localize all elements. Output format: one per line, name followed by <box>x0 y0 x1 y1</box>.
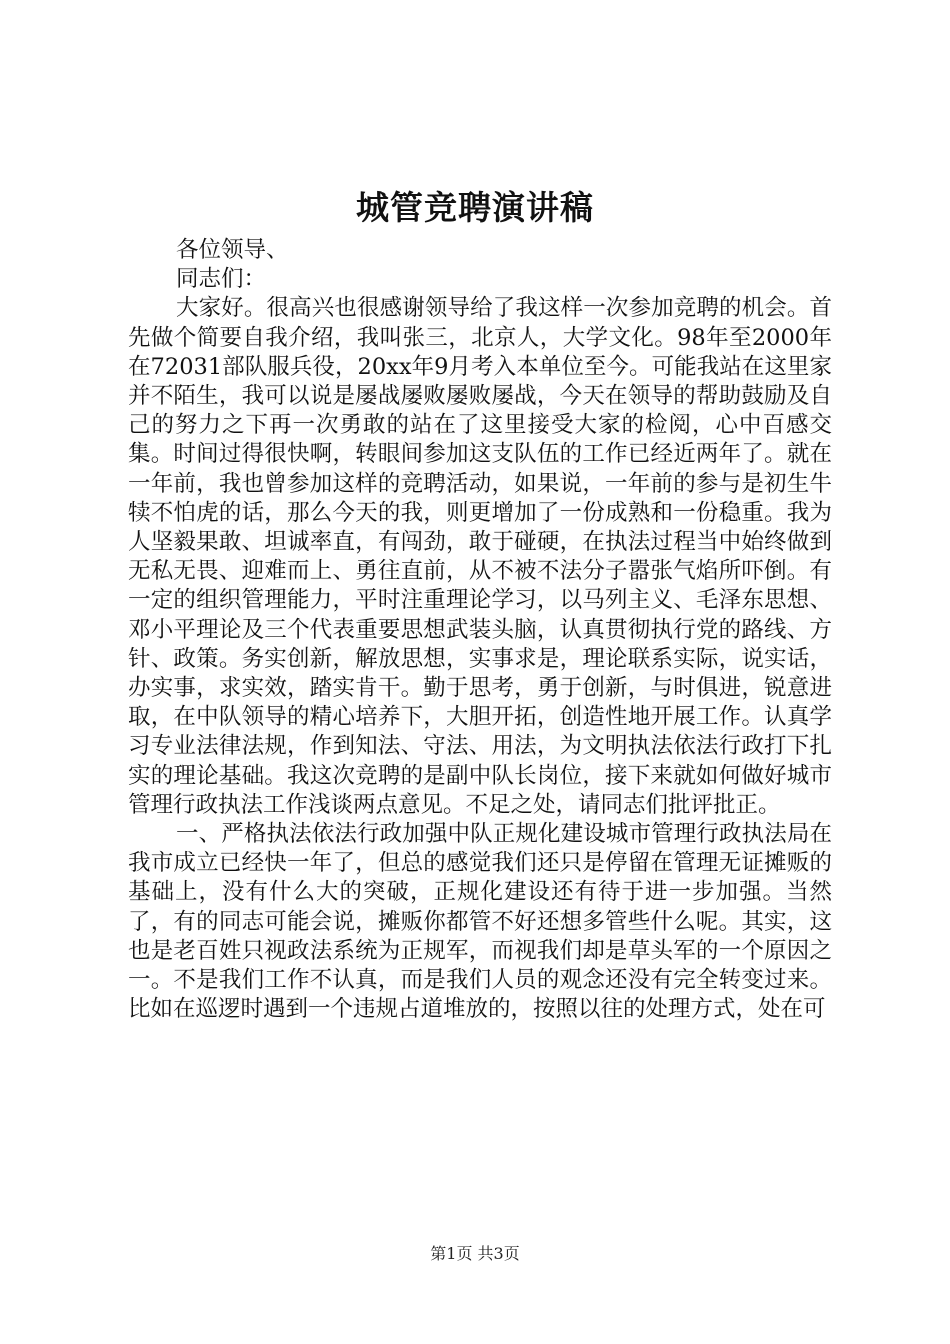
document-body <box>128 236 832 1024</box>
document-title: 城管竞聘演讲稿 <box>356 188 594 227</box>
page-footer: 第1页 共3页 <box>430 1244 520 1263</box>
salutation-line: 各位领导、 <box>176 237 289 263</box>
salutation-line: 同志们： <box>176 266 267 293</box>
body-paragraph: 一、严格执法依法行政加强中队正规化建设城市管理行政执法局在我市成立已经快一年了，但总的感觉我们还只是停留在管理无证摊贩的基础上，没有什么大的突破，正规化建设还有待于进一步加强。当然了，有的同志可能会说，摊贩你都管不好还想多管些什么呢。其实，这也是老百姓只视政法系统为正规军，而视我们却是草头军的一个原因之一。不是我们工作不认真，而是我们人员的观念还没有完全转变过来。比如在巡逻时遇到一个违规占道堆放的，按照以往的处理方式，处在可 <box>128 821 832 1023</box>
body-paragraph: 大家好。很高兴也很感谢领导给了我这样一次参加竞聘的机会。首先做个简要自我介绍，我叫张三，北京人，大学文化。98年至2000年在72031部队服兵役，20xx年9月考入本单位至今。可能我站在这里家并不陌生，我可以说是屡战屡败屡败屡战，今天在领导的帮助鼓励及自己的努力之下再一次勇敢的站在了这里接受大家的检阅，心中百感交集。时间过得很快啊，转眼间参加这支队伍的工作已经近两年了。就在一年前，我也曾参加这样的竞聘活动，如果说，一年前的参与是初生牛犊不怕虎的话，那么今天的我，则更增加了一份成熟和一份稳重。我为人坚毅果敢、坦诚率直，有闯劲，敢于碰硬，在执法过程当中始终做到无私无畏、迎难而上、勇往直前，从不被不法分子嚣张气焰所吓倒。有一定的组织管理能力，平时注重理论学习，以马列主义、毛泽东思想、邓小平理论及三个代表重要思想武装头脑，认真贯彻执行党的路线、方针、政策。务实创新，解放思想，实事求是，理论联系实际，说实话，办实事，求实效，踏实肯干。勤于思考，勇于创新，与时俱进，锐意进取，在中队领导的精心培养下，大胆开拓，创造性地开展工作。认真学习专业法律法规，作到知法、守法、用法，为文明执法依法行政打下扎实的理论基础。我这次竞聘的是副中队长岗位，接下来就如何做好城市管理行政执法工作浅谈两点意见。不足之处，请同志们批评批正。 <box>128 295 832 818</box>
